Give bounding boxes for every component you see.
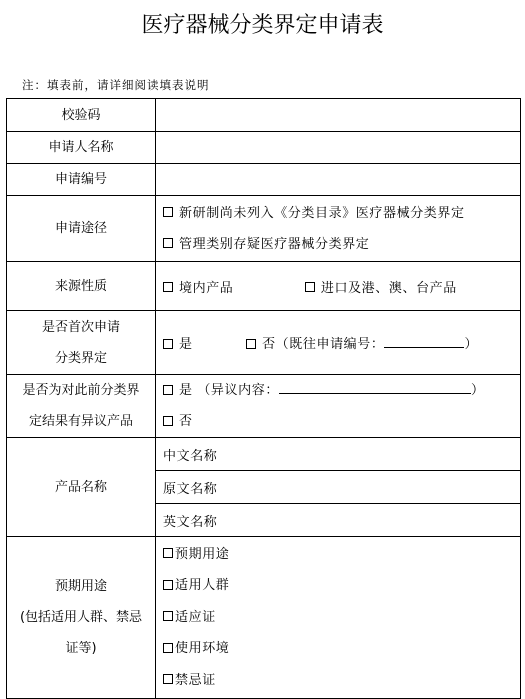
label-check-code: 校验码: [7, 99, 156, 132]
form-title: 医疗器械分类界定申请表: [141, 13, 384, 38]
row-intended-use: [7, 537, 521, 699]
product-chinese-name-field[interactable]: 中文名称: [156, 438, 521, 471]
label-source: 来源性质: [7, 262, 156, 311]
input-application-no[interactable]: [156, 164, 521, 196]
source-option-import[interactable]: 进口及港、澳、台产品: [305, 281, 457, 296]
route-options: [156, 196, 521, 262]
route-option-new[interactable]: 新研制尚未列入《分类目录》医疗器械分类界定: [163, 198, 520, 229]
intended-use-option[interactable]: 使用环境: [163, 633, 520, 665]
label-dispute: 是否为对此前分类界 定结果有异议产品: [7, 375, 156, 438]
label-application-route: 申请途径: [7, 196, 156, 262]
label-intended-use: 预期用途 (包括适用人群、禁忌 证等): [7, 537, 156, 699]
checkbox-icon[interactable]: [163, 339, 173, 349]
dispute-no[interactable]: 否: [163, 406, 520, 437]
row-check-code: [7, 99, 521, 132]
label-product-name: 产品名称: [7, 438, 156, 537]
checkbox-icon[interactable]: [163, 643, 173, 653]
previous-application-no-field[interactable]: [384, 335, 464, 348]
checkbox-icon[interactable]: [163, 674, 173, 684]
checkbox-icon[interactable]: [163, 238, 173, 248]
row-first-time: [7, 311, 521, 375]
intended-use-option[interactable]: 适应证: [163, 602, 520, 634]
checkbox-icon[interactable]: [163, 580, 173, 590]
checkbox-icon[interactable]: [163, 207, 173, 217]
first-time-yes[interactable]: 是: [163, 337, 193, 352]
checkbox-icon[interactable]: [163, 548, 173, 558]
checkbox-icon[interactable]: [305, 282, 315, 292]
label-first-time: 是否首次申请 分类界定: [7, 311, 156, 375]
dispute-options: [156, 375, 521, 438]
route-option-doubt[interactable]: 管理类别存疑医疗器械分类界定: [163, 229, 520, 260]
row-dispute: [7, 375, 521, 438]
label-applicant-name: 申请人名称: [7, 132, 156, 164]
row-product-chinese-name: [7, 438, 521, 471]
product-original-name-field[interactable]: 原文名称: [156, 471, 521, 504]
checkbox-icon[interactable]: [163, 611, 173, 621]
product-english-name-field[interactable]: 英文名称: [156, 504, 521, 537]
row-applicant-name: [7, 132, 521, 164]
classification-form-table: [6, 98, 521, 699]
row-application-route: [7, 196, 521, 262]
row-application-no: [7, 164, 521, 196]
dispute-yes[interactable]: 是 （异议内容： ）: [163, 375, 520, 406]
dispute-content-field[interactable]: [279, 381, 471, 394]
source-option-domestic[interactable]: 境内产品: [163, 281, 233, 296]
checkbox-icon[interactable]: [163, 416, 173, 426]
checkbox-icon[interactable]: [163, 282, 173, 292]
fill-instruction-note: 注：填表前，请详细阅读填表说明: [22, 78, 210, 92]
checkbox-icon[interactable]: [163, 385, 173, 395]
first-time-options: 是 否（既往申请编号： ）: [156, 311, 521, 375]
input-check-code[interactable]: [156, 99, 521, 132]
checkbox-icon[interactable]: [246, 339, 256, 349]
intended-use-option[interactable]: 禁忌证: [163, 665, 520, 697]
input-applicant-name[interactable]: [156, 132, 521, 164]
row-source: [7, 262, 521, 311]
label-application-no: 申请编号: [7, 164, 156, 196]
first-time-no[interactable]: 否（既往申请编号：: [246, 337, 384, 352]
intended-use-option[interactable]: 适用人群: [163, 570, 520, 602]
source-options: [156, 262, 521, 311]
intended-use-options: [156, 537, 521, 699]
intended-use-option[interactable]: 预期用途: [163, 539, 520, 571]
